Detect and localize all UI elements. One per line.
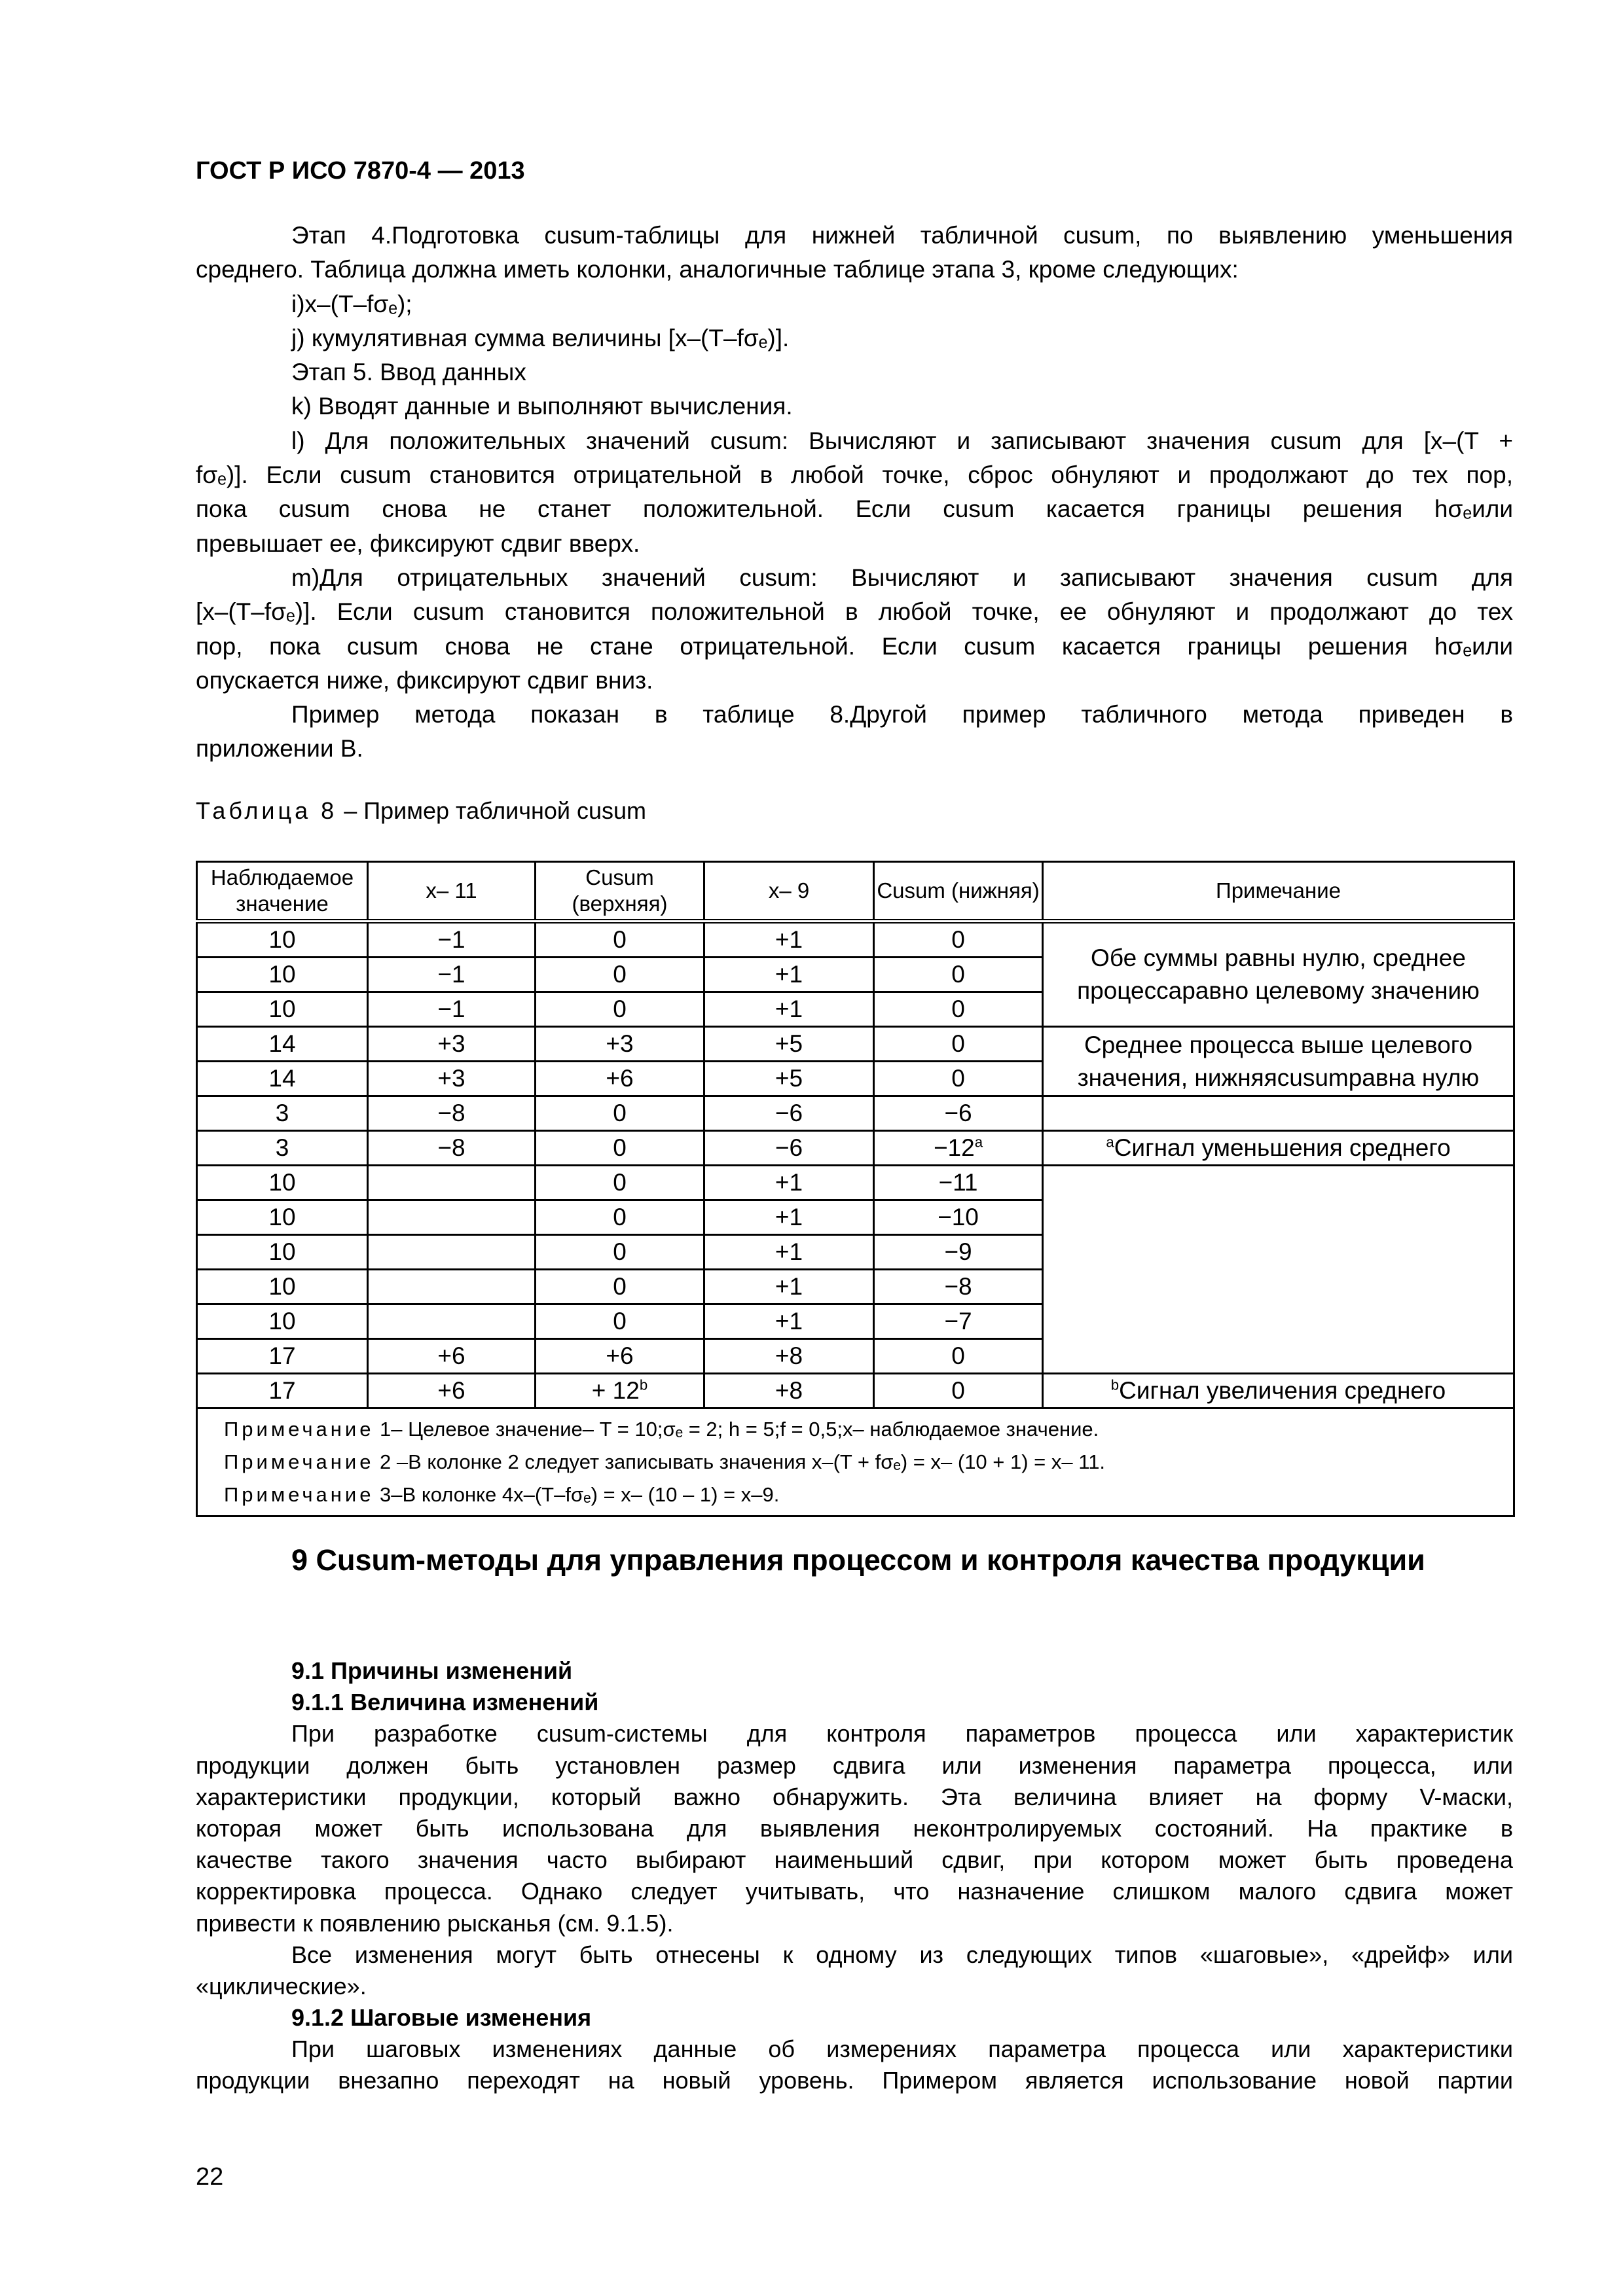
text-line: пока cusum снова не станет положительной. Если cusum касается границы решения hσₑили <box>196 495 1513 523</box>
table-cell <box>874 1374 1043 1408</box>
table-caption <box>196 797 646 825</box>
cell-value: 10 <box>268 926 296 953</box>
table-row <box>197 1374 1514 1408</box>
table-cell <box>874 1200 1043 1235</box>
text-line: При шаговых изменениях данные об измерениях параметра процесса или характеристики <box>291 2036 1513 2063</box>
cell-value: 0 <box>951 1342 965 1369</box>
cell-value: 10 <box>268 1308 296 1335</box>
table-cell <box>704 1027 874 1062</box>
cell-value: −8 <box>437 1134 465 1161</box>
text-line: продукции внезапно переходят на новый уровень. Примером является использование новой партии <box>196 2067 1513 2094</box>
footnote <box>224 1479 1513 1511</box>
table-row <box>197 1096 1514 1131</box>
cell-value: −10 <box>938 1204 979 1230</box>
remark-superscript: a <box>1106 1134 1114 1151</box>
table-cell <box>874 1096 1043 1131</box>
table-footnotes <box>197 1408 1514 1516</box>
table-cell <box>536 922 704 958</box>
table-cell <box>368 1270 536 1304</box>
cell-value: +6 <box>437 1377 465 1404</box>
cell-value: 0 <box>613 1134 627 1161</box>
cell-value: +6 <box>606 1342 634 1369</box>
text-line: характеристики продукции, который важно обнаружить. Эта величина влияет на форму V-маски, <box>196 1783 1513 1810</box>
text-line: Этап 4.Подготовка cusum-таблицы для нижней табличной cusum, по выявлению уменьшения <box>291 222 1513 249</box>
cell-value: 0 <box>613 926 627 953</box>
cell-value: +8 <box>775 1377 803 1404</box>
table-header-row <box>197 862 1514 922</box>
cell-value: +1 <box>775 1273 803 1300</box>
text-line: продукции должен быть установлен размер сдвига или изменения параметра процесса, или <box>196 1751 1513 1779</box>
section-9-heading: 9 Cusum-методы для управления процессом и контроля качества продукции <box>291 1543 1425 1577</box>
table-row <box>197 1027 1514 1062</box>
table-cell <box>704 1235 874 1270</box>
cell-value: −6 <box>775 1134 803 1161</box>
cell-value: 0 <box>951 1065 965 1092</box>
table-cell <box>368 1374 536 1408</box>
remark-text: Обе суммы равны нулю, среднее процессаравно целевому значению <box>1077 944 1480 1004</box>
text-line: привести к появлению рысканья (см. 9.1.5). <box>196 1909 674 1937</box>
cell-value: 14 <box>268 1065 296 1092</box>
table-cell <box>874 1304 1043 1339</box>
table-cell <box>197 1096 368 1131</box>
table-cell <box>197 922 368 958</box>
cell-value: 14 <box>268 1030 296 1057</box>
cell-value: −8 <box>944 1273 972 1300</box>
table-cell <box>197 958 368 992</box>
text-line: пор, пока cusum снова не стане отрицательной. Если cusum касается границы решения hσₑили <box>196 632 1513 660</box>
table-cell <box>368 1166 536 1200</box>
cell-value: +3 <box>437 1065 465 1092</box>
table-cell <box>536 1062 704 1096</box>
remark-text: Среднее процесса выше целевого значения, нижняяcusumравна нулю <box>1077 1031 1480 1091</box>
cell-value: 10 <box>268 1238 296 1265</box>
cell-value: 0 <box>613 1204 627 1230</box>
column-header: x– 11 <box>368 862 536 922</box>
table-caption-text: – Пример табличной cusum <box>337 797 647 824</box>
table-cell <box>704 1166 874 1200</box>
text-line: опускается ниже, фиксируют сдвиг вниз. <box>196 666 653 694</box>
table-cell <box>704 992 874 1027</box>
cell-value: +3 <box>606 1030 634 1057</box>
cell-value: +1 <box>775 961 803 988</box>
cell-value: 3 <box>275 1100 289 1126</box>
page-number: 22 <box>196 2163 224 2191</box>
footnote-text: 3–В колонке 4x–(T–fσₑ) = x– (10 – 1) = x–9. <box>374 1483 780 1506</box>
table-cell <box>197 1131 368 1166</box>
cell-value: 0 <box>951 1030 965 1057</box>
text-line: fσₑ)]. Если cusum становится отрицательной в любой точке, сброс обнуляют и продолжают до тех пор, <box>196 461 1513 489</box>
table-cell <box>368 922 536 958</box>
table-cell <box>874 992 1043 1027</box>
text-line: Пример метода показан в таблице 8.Другой пример табличного метода приведен в <box>291 701 1513 728</box>
text-line: «циклические». <box>196 1972 367 2000</box>
table-cell <box>368 1062 536 1096</box>
table-cell <box>368 1339 536 1374</box>
remark-cell <box>1043 922 1514 1027</box>
table-cell <box>874 1131 1043 1166</box>
text-line: 9.1.2 Шаговые изменения <box>291 2004 592 2032</box>
cell-value: +1 <box>775 1308 803 1335</box>
column-header: Cusum (верхняя) <box>536 862 704 922</box>
cell-value: −9 <box>944 1238 972 1265</box>
table-cell <box>536 992 704 1027</box>
table-caption-label: Таблица 8 <box>196 797 338 824</box>
table-cell <box>874 1166 1043 1200</box>
stage-steps-text <box>196 219 1513 766</box>
table-cell <box>197 1200 368 1235</box>
cell-value: 10 <box>268 1273 296 1300</box>
remark-superscript: b <box>1110 1376 1120 1393</box>
text-line: качестве такого значения часто выбирают наименьший сдвиг, при котором может быть проведена <box>196 1846 1513 1874</box>
table-cell <box>197 1235 368 1270</box>
text-line: приложении В. <box>196 735 363 762</box>
cell-value: 0 <box>951 996 965 1022</box>
table-cell <box>197 1027 368 1062</box>
table-cell <box>704 922 874 958</box>
table-row <box>197 1166 1514 1200</box>
cell-value: −1 <box>437 961 465 988</box>
footnote <box>224 1413 1513 1446</box>
table-cell <box>197 1304 368 1339</box>
cell-superscript: b <box>639 1376 648 1393</box>
cell-value: −6 <box>775 1100 803 1126</box>
table-cell <box>197 992 368 1027</box>
table-cell <box>874 1270 1043 1304</box>
remark-text: Сигнал уменьшения среднего <box>1114 1134 1451 1161</box>
column-header: Примечание <box>1043 862 1514 922</box>
cell-value: +6 <box>606 1065 634 1092</box>
cell-value: +1 <box>775 926 803 953</box>
text-line: превышает ее, фиксируют сдвиг вверх. <box>196 529 640 557</box>
remark-cell <box>1043 1096 1514 1131</box>
table-cell <box>536 1270 704 1304</box>
table-cell <box>536 1131 704 1166</box>
table-row <box>197 922 1514 958</box>
footnote-text: 2 –В колонке 2 следует записывать значения x–(T + fσₑ) = x– (10 + 1) = x– 11. <box>374 1450 1106 1473</box>
cell-value: 10 <box>268 1169 296 1196</box>
table-cell <box>368 1235 536 1270</box>
table-cell <box>536 1235 704 1270</box>
cusum-table <box>196 861 1515 1517</box>
table-cell <box>368 1200 536 1235</box>
column-header: x– 9 <box>704 862 874 922</box>
table-cell <box>704 1200 874 1235</box>
cell-value: 0 <box>613 1238 627 1265</box>
table-cell <box>368 1096 536 1131</box>
cell-value: 0 <box>951 961 965 988</box>
cell-value: 0 <box>613 1273 627 1300</box>
cell-value: + 12 <box>591 1377 640 1404</box>
cell-value: 10 <box>268 996 296 1022</box>
table-cell <box>704 1304 874 1339</box>
cell-value: 10 <box>268 961 296 988</box>
table-footnotes-row <box>197 1408 1514 1516</box>
cell-value: 0 <box>613 1100 627 1126</box>
cell-value: 3 <box>275 1134 289 1161</box>
cell-value: −12 <box>933 1134 975 1161</box>
footnote <box>224 1446 1513 1479</box>
cell-value: 0 <box>613 1308 627 1335</box>
cell-value: 0 <box>613 1169 627 1196</box>
cell-value: 0 <box>613 961 627 988</box>
cell-value: −8 <box>437 1100 465 1126</box>
table-cell <box>874 1339 1043 1374</box>
cell-value: 17 <box>268 1377 296 1404</box>
table-cell <box>536 1027 704 1062</box>
cell-value: +1 <box>775 1204 803 1230</box>
cell-value: 0 <box>613 996 627 1022</box>
table-cell <box>368 1304 536 1339</box>
table-row <box>197 1131 1514 1166</box>
table-cell <box>536 1200 704 1235</box>
cell-value: 0 <box>951 926 965 953</box>
table-cell <box>874 958 1043 992</box>
table-cell <box>536 1096 704 1131</box>
table-cell <box>197 1339 368 1374</box>
footnote-text: 1– Целевое значение– T = 10;σₑ = 2; h = 5;f = 0,5;x– наблюдаемое значение. <box>374 1418 1099 1441</box>
remark-cell <box>1043 1027 1514 1096</box>
text-line: среднего. Таблица должна иметь колонки, аналогичные таблице этапа 3, кроме следующих: <box>196 256 1239 283</box>
table-cell <box>536 1166 704 1200</box>
cell-value: +5 <box>775 1065 803 1092</box>
text-line: корректировка процесса. Однако следует учитывать, что назначение слишком малого сдвига может <box>196 1878 1513 1905</box>
table-cell <box>536 1374 704 1408</box>
text-line: i)x–(T–fσₑ); <box>291 290 412 317</box>
table-cell <box>874 922 1043 958</box>
column-header: Наблюдаемое значение <box>197 862 368 922</box>
table-cell <box>368 992 536 1027</box>
cell-value: −1 <box>437 996 465 1022</box>
table-cell <box>536 1339 704 1374</box>
cell-value: 0 <box>951 1377 965 1404</box>
table-cell <box>704 1096 874 1131</box>
cell-value: +1 <box>775 996 803 1022</box>
text-line: 9.1.1 Величина изменений <box>291 1689 599 1716</box>
text-line: [x–(T–fσₑ)]. Если cusum становится положительной в любой точке, ее обнуляют и продолжают до тех <box>196 598 1513 626</box>
table-cell <box>704 1374 874 1408</box>
cell-value: −7 <box>944 1308 972 1335</box>
text-line: При разработке cusum-системы для контроля параметров процесса или характеристик <box>291 1720 1513 1748</box>
table-cell <box>704 1270 874 1304</box>
text-line: Все изменения могут быть отнесены к одному из следующих типов «шаговые», «дрейф» или <box>291 1941 1513 1968</box>
cell-value: −6 <box>944 1100 972 1126</box>
table-cell <box>197 1374 368 1408</box>
text-line: k) Вводят данные и выполняют вычисления. <box>291 393 793 420</box>
footnote-label: Примечание <box>224 1418 374 1441</box>
column-header: Cusum (нижняя) <box>874 862 1043 922</box>
table-cell <box>197 1166 368 1200</box>
table-cell <box>536 958 704 992</box>
table-cell <box>368 1027 536 1062</box>
table-cell <box>874 1235 1043 1270</box>
cell-value: 10 <box>268 1204 296 1230</box>
remark-text: Сигнал увеличения среднего <box>1119 1377 1446 1404</box>
cell-value: +1 <box>775 1238 803 1265</box>
cell-value: +3 <box>437 1030 465 1057</box>
cell-value: +6 <box>437 1342 465 1369</box>
remark-cell <box>1043 1131 1514 1166</box>
section-9-text <box>196 1655 1513 2097</box>
remark-cell <box>1043 1374 1514 1408</box>
remark-cell <box>1043 1166 1514 1374</box>
table-cell <box>536 1304 704 1339</box>
table-cell <box>704 958 874 992</box>
footnote-label: Примечание <box>224 1483 374 1506</box>
table-cell <box>704 1131 874 1166</box>
cell-value: 17 <box>268 1342 296 1369</box>
table-cell <box>197 1270 368 1304</box>
footnote-label: Примечание <box>224 1450 374 1473</box>
table-cell <box>704 1062 874 1096</box>
text-line: 9.1 Причины изменений <box>291 1657 573 1684</box>
cell-value: −11 <box>938 1169 978 1196</box>
cell-value: +5 <box>775 1030 803 1057</box>
cell-value: +8 <box>775 1342 803 1369</box>
table-cell <box>874 1027 1043 1062</box>
table-cell <box>704 1339 874 1374</box>
table-cell <box>368 1131 536 1166</box>
text-line: Этап 5. Ввод данных <box>291 359 526 386</box>
cell-superscript: a <box>974 1134 983 1151</box>
text-line: m)Для отрицательных значений cusum: Вычисляют и записывают значения cusum для <box>291 564 1513 591</box>
cell-value: +1 <box>775 1169 803 1196</box>
table-cell <box>368 958 536 992</box>
text-line: j) кумулятивная сумма величины [x–(T–fσₑ)]. <box>291 324 790 351</box>
text-line: l) Для положительных значений cusum: Вычисляют и записывают значения cusum для [x–(T + <box>291 427 1513 454</box>
table-cell <box>874 1062 1043 1096</box>
document-header: ГОСТ Р ИСО 7870-4 — 2013 <box>196 157 525 185</box>
cell-value: −1 <box>437 926 465 953</box>
table-cell <box>197 1062 368 1096</box>
text-line: которая может быть использована для выявления неконтролируемых состояний. На практике в <box>196 1814 1513 1842</box>
